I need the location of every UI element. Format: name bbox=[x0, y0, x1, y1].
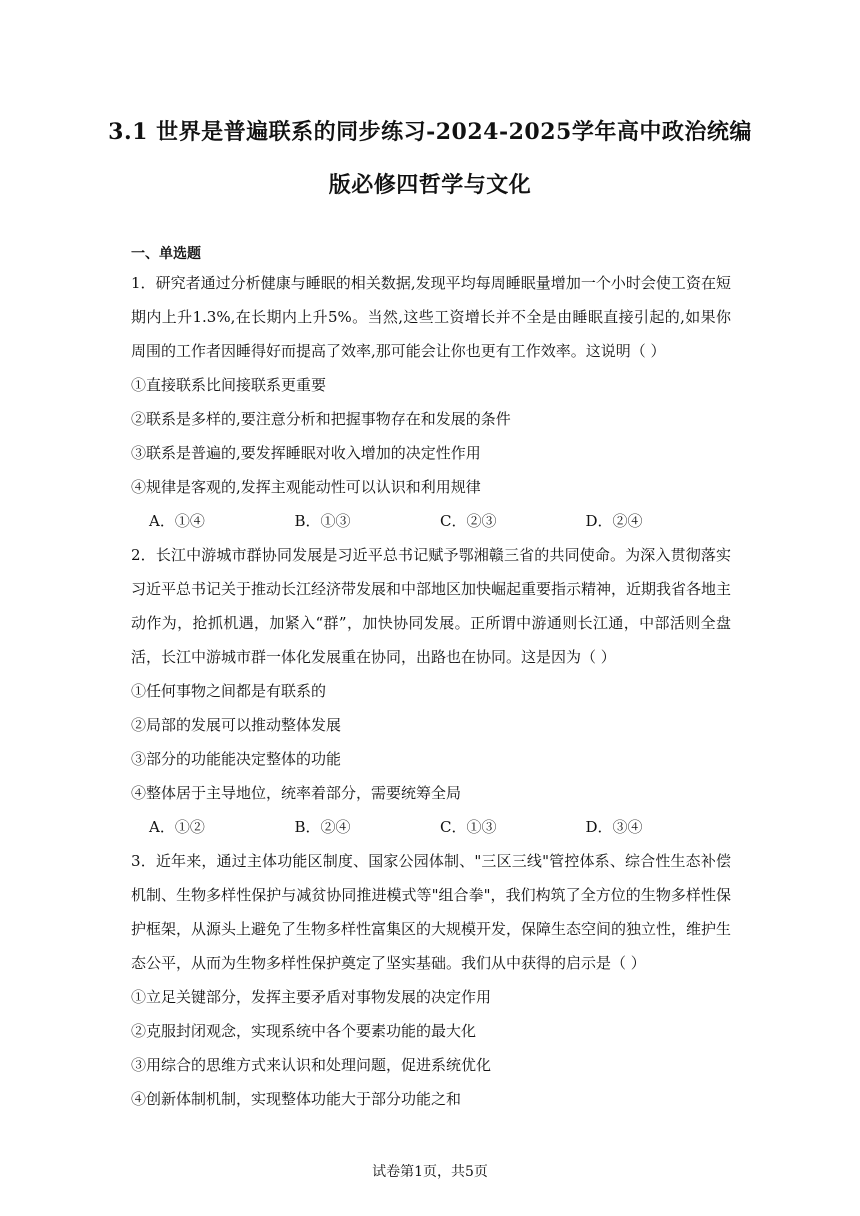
choice-b: B．①③ bbox=[294, 512, 351, 530]
choice-a: A．①④ bbox=[149, 512, 205, 530]
choice-c: C．①③ bbox=[440, 818, 497, 836]
title-line-1: 3.1 世界是普遍联系的同步练习-2024-2025学年高中政治统编 bbox=[108, 119, 752, 145]
question-stem: 3．近年来，通过主体功能区制度、国家公园体制、"三区三线"管控体系、综合性生态补偿机制、生物多样性保护与减贫协同推进模式等"组合拳"，我们构筑了全方位的生物多样性保护框架，从源头上避免了生物多样性富集区的大规模开发，保障生态空间的独立性，维护生态公平，从而为生物多样性保护奠定了坚实基础。我们从中获得的启示是（ ） bbox=[131, 852, 732, 972]
statement-option: ④规律是客观的,发挥主观能动性可以认识和利用规律 bbox=[131, 478, 481, 496]
choice-a: A．①② bbox=[149, 818, 205, 836]
answer-choices bbox=[131, 504, 731, 538]
question-list bbox=[131, 266, 731, 1116]
statement-option: ②克服封闭观念，实现系统中各个要素功能的最大化 bbox=[131, 1022, 477, 1040]
choice-c: C．②③ bbox=[440, 512, 497, 530]
statement-option: ①立足关键部分，发挥主要矛盾对事物发展的决定作用 bbox=[131, 988, 492, 1006]
choice-d: D．②④ bbox=[585, 512, 643, 530]
document-title bbox=[90, 106, 770, 212]
choice-d: D．③④ bbox=[585, 818, 643, 836]
page-footer: 试卷第1页，共5页 bbox=[372, 1164, 488, 1180]
question-stem: 1．研究者通过分析健康与睡眠的相关数据,发现平均每周睡眠量增加一个小时会使工资在短期内上升1.3%,在长期内上升5%。当然,这些工资增长并不全是由睡眠直接引起的,如果你周围的工作者因睡得好而提高了效率,那可能会让你也更有工作效率。这说明（ ） bbox=[131, 274, 731, 360]
statement-option: ②联系是多样的,要注意分析和把握事物存在和发展的条件 bbox=[131, 410, 511, 428]
title-line-2: 版必修四哲学与文化 bbox=[328, 172, 532, 198]
question-stem: 2．长江中游城市群协同发展是习近平总书记赋予鄂湘赣三省的共同使命。为深入贯彻落实习近平总书记关于推动长江经济带发展和中部地区加快崛起重要指示精神，近期我省各地主动作为，抢抓机遇，加紧入“群”，加快协同发展。正所谓中游通则长江通，中部活则全盘活，长江中游城市群一体化发展重在协同，出路也在协同。这是因为（ ） bbox=[131, 546, 732, 666]
statement-option: ④整体居于主导地位，统率着部分，需要统筹全局 bbox=[131, 784, 462, 802]
question-3 bbox=[131, 844, 731, 1116]
answer-choices bbox=[131, 810, 731, 844]
statement-option: ②局部的发展可以推动整体发展 bbox=[131, 716, 342, 734]
statement-option: ③联系是普遍的,要发挥睡眠对收入增加的决定性作用 bbox=[131, 444, 481, 462]
section-heading: 一、单选题 bbox=[131, 246, 201, 262]
choice-b: B．②④ bbox=[294, 818, 351, 836]
statement-option: ④创新体制机制，实现整体功能大于部分功能之和 bbox=[131, 1090, 462, 1108]
question-2 bbox=[131, 538, 731, 844]
statement-option: ①任何事物之间都是有联系的 bbox=[131, 682, 327, 700]
statement-option: ③用综合的思维方式来认识和处理问题，促进系统优化 bbox=[131, 1056, 492, 1074]
question-1 bbox=[131, 266, 731, 538]
statement-option: ③部分的功能能决定整体的功能 bbox=[131, 750, 342, 768]
statement-option: ①直接联系比间接联系更重要 bbox=[131, 376, 327, 394]
